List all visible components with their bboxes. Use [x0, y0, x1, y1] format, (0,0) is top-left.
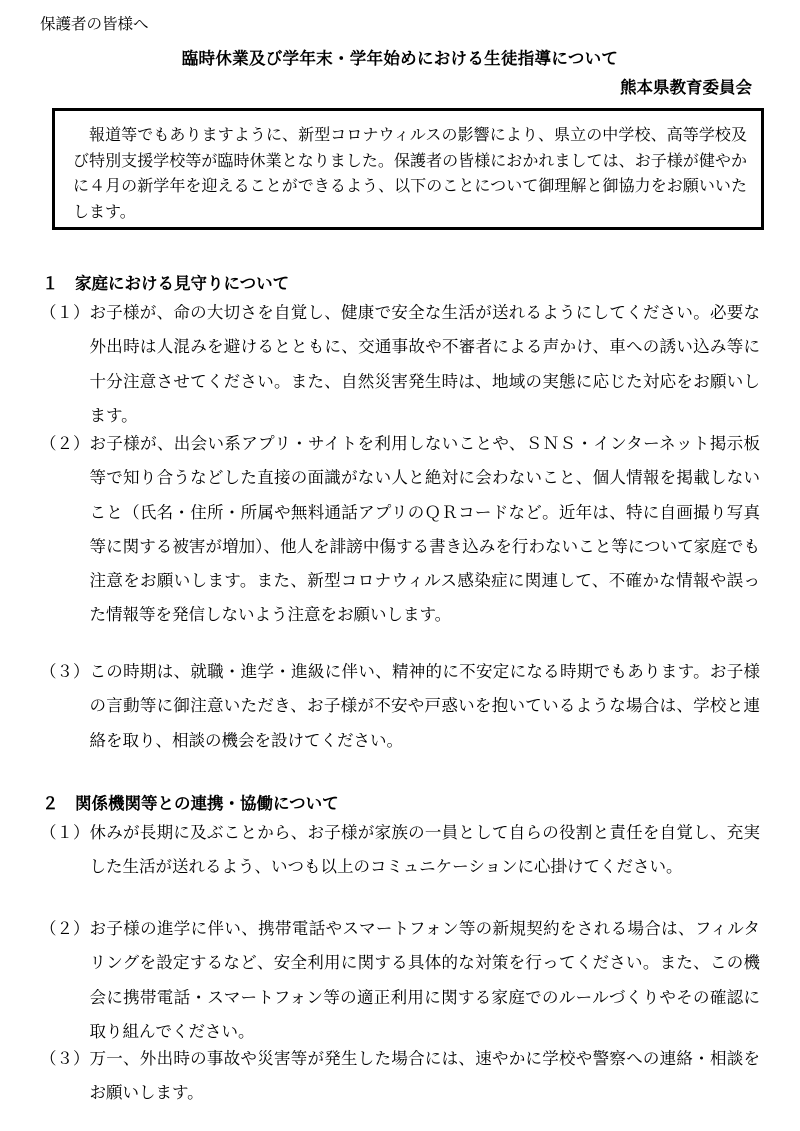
- addressee-line: 保護者の皆様へ: [40, 15, 149, 33]
- item-number: （３）: [40, 662, 90, 681]
- issuer-name: 熊本県教育委員会: [620, 78, 752, 97]
- item-number: （２）: [40, 434, 90, 453]
- item-text: お子様が、出会い系アプリ・サイトを利用しないことや、ＳＮＳ・インターネット掲示板等で知り合うなどした直接の面識がない人と絶対に会わないこと、個人情報を掲載しないこと（氏名・住所・所属や無料通話アプリのＱＲコードなど。近年は、特に自画撮り写真等に関する被害が増加）、他人を誹謗中傷する書き込みを行わないこと等について家庭でも注意をお願いします。また、新型コロナウィルス感染症に関連して、不確かな情報や誤った情報等を発信しないよう注意をお願いします。: [89, 434, 760, 625]
- item-text: 万一、外出時の事故や災害等が発生した場合には、速やかに学校や警察への連絡・相談をお願いします。: [89, 1049, 760, 1103]
- item-number: （１）: [40, 303, 90, 322]
- item-number: （３）: [40, 1049, 90, 1068]
- section-2-heading: ２ 関係機関等との連携・協働について: [42, 794, 339, 813]
- notice-box: 報道等でもありますように、新型コロナウィルスの影響により、県立の中学校、高等学校及び特別支援学校等が臨時休業となりました。保護者の皆様におかれましては、お子様が健やかに４月の新学年を迎えることができるよう、以下のことについて御理解と御協力をお願いいたします。: [52, 108, 764, 230]
- section-1-item-3: [40, 655, 760, 758]
- item-text: この時期は、就職・進学・進級に伴い、精神的に不安定になる時期でもあります。お子様の言動等に御注意いただき、お子様が不安や戸惑いを抱いているような場合は、学校と連絡を取り、相談の機会を設けてください。: [89, 662, 760, 750]
- item-text: お子様の進学に伴い、携帯電話やスマートフォン等の新規契約をされる場合は、フィルタリングを設定するなど、安全利用に関する具体的な対策を行ってください。また、この機会に携帯電話・スマートフォン等の適正利用に関する家庭でのルールづくりやその確認に取り組んでください。: [89, 919, 760, 1041]
- item-number: （１）: [40, 823, 90, 842]
- section-1-item-1: [40, 296, 760, 433]
- section-2-item-2: [40, 912, 760, 1049]
- document-title: 臨時休業及び学年末・学年始めにおける生徒指導について: [181, 49, 619, 68]
- item-number: （２）: [40, 919, 90, 938]
- section-2-item-1: [40, 816, 760, 885]
- section-2-item-3: [40, 1042, 760, 1111]
- item-text: お子様が、命の大切さを自覚し、健康で安全な生活が送れるようにしてください。必要な外出時は人混みを避けるとともに、交通事故や不審者による声かけ、車への誘い込み等に十分注意させてください。また、自然災害発生時は、地域の実態に応じた対応をお願いします。: [89, 303, 760, 425]
- section-1-item-2: [40, 427, 760, 633]
- item-text: 休みが長期に及ぶことから、お子様が家族の一員として自らの役割と責任を自覚し、充実した生活が送れるよう、いつも以上のコミュニケーションに心掛けてください。: [89, 823, 760, 877]
- section-1-heading: １ 家庭における見守りについて: [42, 274, 290, 293]
